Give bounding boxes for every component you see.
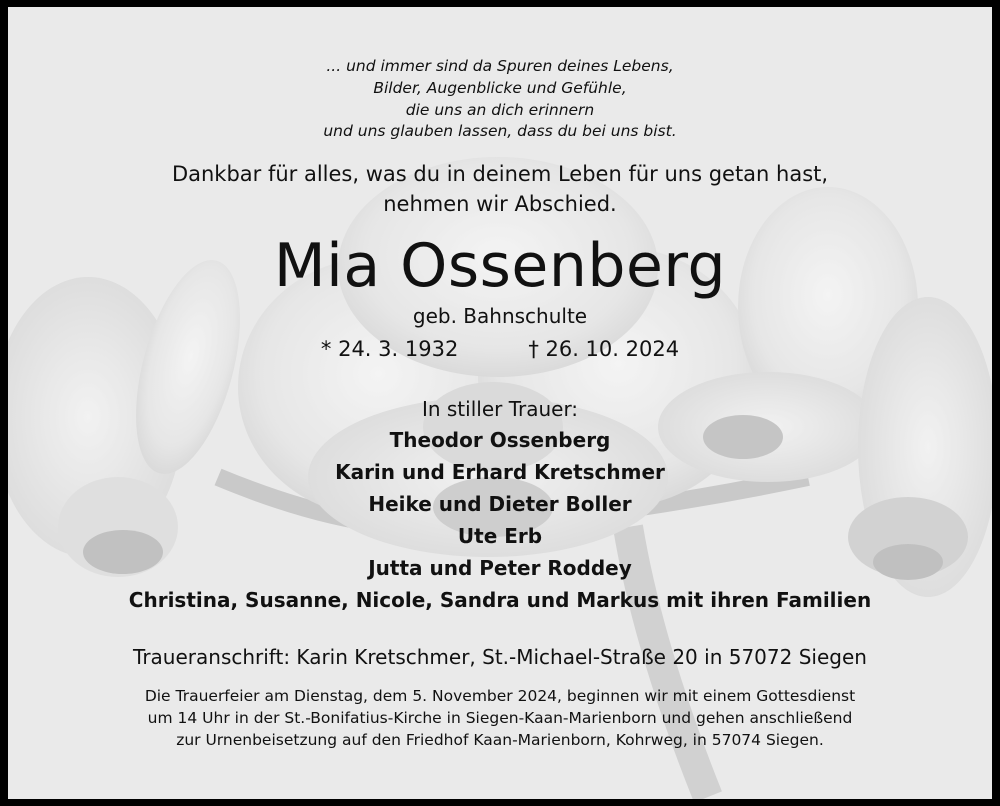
intro-line: nehmen wir Abschied. (383, 192, 617, 216)
poem-line: ... und immer sind da Spuren deines Lebens, (326, 57, 674, 75)
funeral-info-line: um 14 Uhr in der St.-Bonifatius-Kirche in Siegen-Kaan-Marienborn und gehen anschließend (147, 709, 853, 727)
birth-date: * 24. 3. 1932 (320, 337, 459, 361)
intro-line: Dankbar für alles, was du in deinem Leben für uns getan hast, (171, 162, 829, 186)
mourning-label: In stiller Trauer: (421, 397, 579, 421)
mourner-name: Karin und Erhard Kretschmer (335, 460, 665, 484)
mourner-name: Jutta und Peter Roddey (368, 556, 632, 580)
poem-line: die uns an dich erinnern (405, 101, 595, 119)
mourning-address: Traueranschrift: Karin Kretschmer, St.-Michael-Straße 20 in 57072 Siegen (133, 645, 867, 669)
mourner-name: Theodor Ossenberg (389, 428, 611, 452)
funeral-info-line: Die Trauerfeier am Dienstag, dem 5. November 2024, beginnen wir mit einem Gottesdienst (144, 687, 856, 705)
mourner-name: Heike und Dieter Boller (368, 492, 632, 516)
mourner-name: Ute Erb (457, 524, 543, 548)
funeral-info-line: zur Urnenbeisetzung auf den Friedhof Kaan-Marienborn, Kohrweg, in 57074 Siegen. (176, 731, 824, 749)
deceased-name: Mia Ossenberg (273, 231, 727, 301)
poem-line: und uns glauben lassen, dass du bei uns bist. (323, 122, 677, 140)
death-date: † 26. 10. 2024 (528, 337, 680, 361)
maiden-name: geb. Bahnschulte (412, 304, 588, 328)
mourner-name: Christina, Susanne, Nicole, Sandra und Markus mit ihren Familien (128, 588, 872, 612)
poem-line: Bilder, Augenblicke und Gefühle, (373, 79, 627, 97)
obituary-content (8, 7, 992, 799)
obituary-card (8, 7, 992, 799)
life-dates (8, 337, 992, 361)
